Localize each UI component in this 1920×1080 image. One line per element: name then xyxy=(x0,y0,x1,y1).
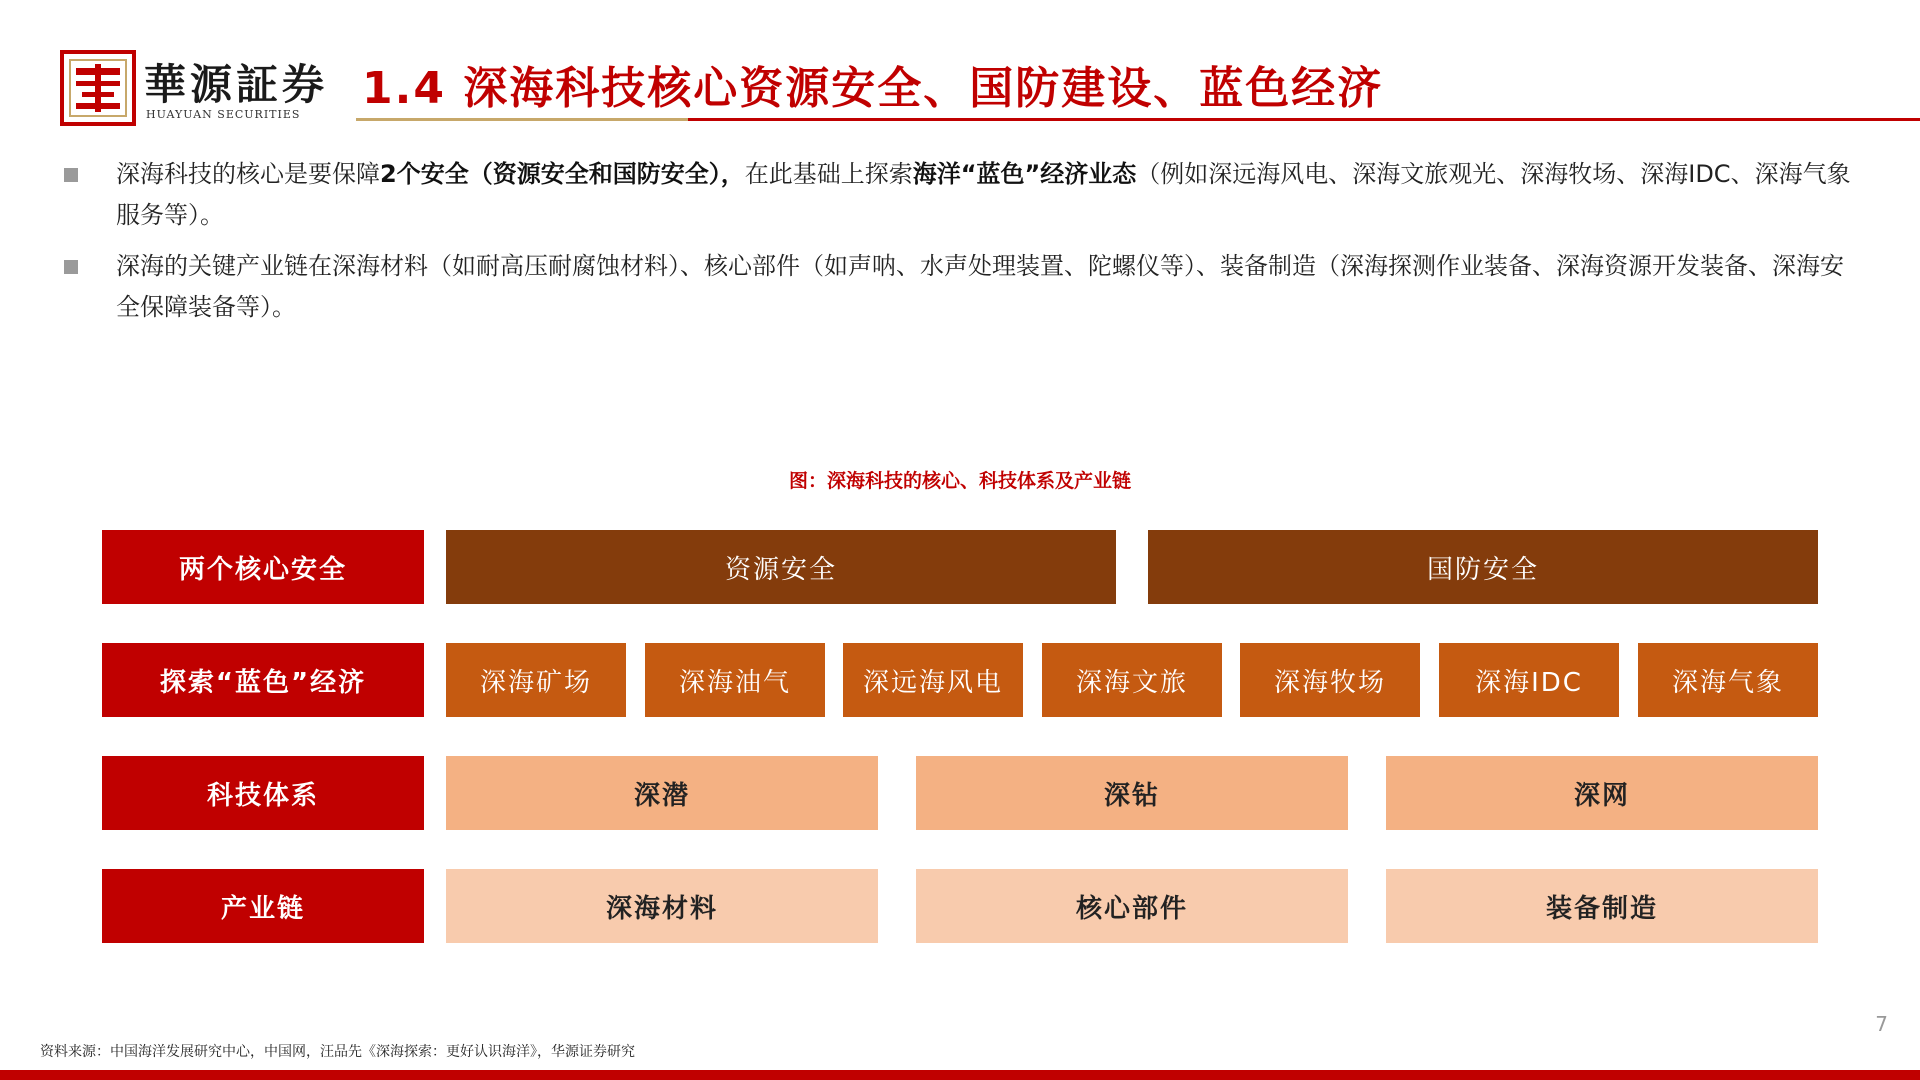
box-industry-item: 核心部件 xyxy=(916,869,1348,943)
bullet-text-segment: （例如深远海风电、深海文旅观光、深海牧场、深海IDC、深海气象服务等）。 xyxy=(116,160,1851,229)
source-footnote: 资料来源：中国海洋发展研究中心，中国网，汪品先《深海探索：更好认识海洋》，华源证券研究 xyxy=(40,1044,635,1060)
box-resource-security: 资源安全 xyxy=(446,530,1116,604)
box-blue-economy-item: 深海气象 xyxy=(1638,643,1818,717)
bullet-text-bold: 2个安全（资源安全和国防安全）， xyxy=(380,160,745,188)
bullet-text-segment: 深海的关键产业链在深海材料（如耐高压耐腐蚀材料）、核心部件（如声呐、水声处理装置、陀螺仪等）、装备制造（深海探测作业装备、深海资源开发装备、深海安全保障装备等）。 xyxy=(116,252,1844,321)
page-title: 1.4 深海科技核心资源安全、国防建设、蓝色经济 xyxy=(362,63,1384,114)
box-tech-item: 深潜 xyxy=(446,756,878,830)
bullet-text-bold: 海洋“蓝色”经济业态 xyxy=(912,160,1137,188)
title-underline-accent xyxy=(356,118,688,121)
figure-caption: 图：深海科技的核心、科技体系及产业链 xyxy=(788,470,1131,492)
logo-english-name: HUAYUAN SECURITIES xyxy=(146,108,301,121)
box-defense-security: 国防安全 xyxy=(1148,530,1818,604)
box-blue-economy-item: 深海文旅 xyxy=(1042,643,1222,717)
box-blue-economy-item: 深海矿场 xyxy=(446,643,626,717)
huayuan-seal-icon xyxy=(60,50,136,126)
box-blue-economy-item: 深海IDC xyxy=(1439,643,1619,717)
row-label-industry-chain: 产业链 xyxy=(102,869,424,943)
row-label-core-security: 两个核心安全 xyxy=(102,530,424,604)
page-number: 7 xyxy=(1875,1012,1888,1036)
bullet-item xyxy=(60,154,1860,236)
bullet-text-segment: 在此基础上探索 xyxy=(744,160,913,188)
square-bullet-icon xyxy=(64,168,78,182)
bottom-bar xyxy=(0,1070,1920,1080)
box-blue-economy-item: 深海牧场 xyxy=(1240,643,1420,717)
row-label-tech-system: 科技体系 xyxy=(102,756,424,830)
logo-chinese-name: 華源証券 xyxy=(144,60,329,109)
brand-logo xyxy=(60,50,344,126)
box-blue-economy-item: 深远海风电 xyxy=(843,643,1023,717)
box-tech-item: 深网 xyxy=(1386,756,1818,830)
row-label-blue-economy: 探索“蓝色”经济 xyxy=(102,643,424,717)
bullet-list xyxy=(60,154,1860,338)
square-bullet-icon xyxy=(64,260,78,274)
bullet-item xyxy=(60,246,1860,328)
box-industry-item: 深海材料 xyxy=(446,869,878,943)
bullet-text-segment: 深海科技的核心是要保障 xyxy=(116,160,380,188)
box-tech-item: 深钻 xyxy=(916,756,1348,830)
box-blue-economy-item: 深海油气 xyxy=(645,643,825,717)
box-industry-item: 装备制造 xyxy=(1386,869,1818,943)
